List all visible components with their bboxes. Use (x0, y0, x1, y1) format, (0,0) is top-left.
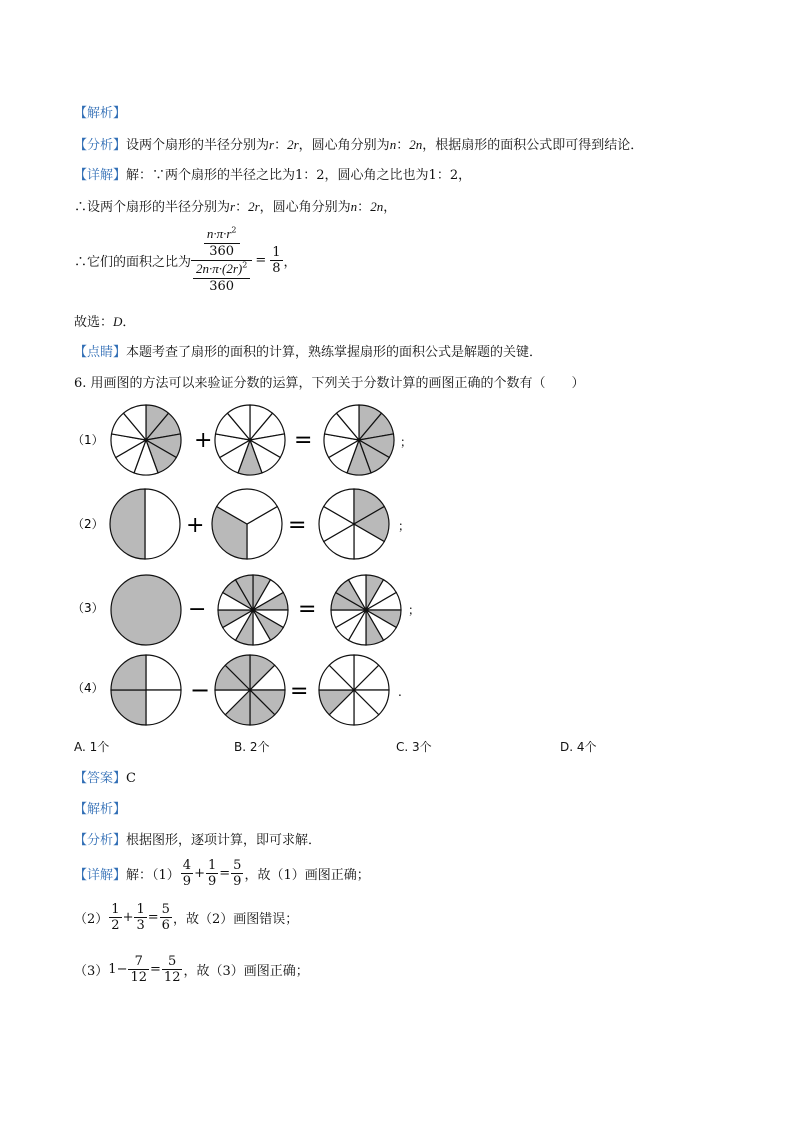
d1-a-num: 4 (182, 858, 192, 873)
d2-a-den: 2 (111, 918, 120, 933)
d1-c-den: 9 (233, 874, 242, 889)
q5-xiangjie-text: 解：∵两个扇形的半径之比为1：2，圆心角之比也为1：2， (126, 168, 472, 183)
d2-b-num: 1 (136, 902, 145, 917)
q6-figure (72, 400, 432, 730)
q5-fenxi-sep1: ： (274, 138, 288, 153)
d2-frac-b (134, 902, 146, 933)
row1-pie-a (111, 405, 181, 475)
q5-dianjing-text: 本题考查了扇形的面积的计算，熟练掌握扇形的面积公式是解题的关键． (126, 345, 543, 360)
r4a-sector-1 (146, 690, 181, 725)
q6-stem: 6. 用画图的方法可以来验证分数的运算，下列关于分数计算的画图正确的个数有（ ） (74, 376, 585, 391)
q5-line2-sep2: ： (357, 200, 371, 215)
row4-pie-b (215, 655, 285, 725)
q5-line2-b: ，圆心角分别为 (259, 200, 351, 215)
row3-end: ； (408, 603, 421, 617)
r4a-sector-0 (146, 655, 181, 690)
d3-minus: − (116, 962, 128, 977)
row4-pie-a (111, 655, 181, 725)
d3-label: （3） (74, 964, 109, 979)
q5-fenxi-b: ，圆心角分别为 (298, 138, 390, 153)
q5-line2-2r: 2r (248, 199, 260, 214)
d1-c-num: 5 (233, 858, 242, 873)
row3-op: − (188, 597, 207, 622)
q5-line2-c: ， (383, 200, 397, 215)
q5-choice-value: D (113, 314, 123, 329)
q6-answer-label: 【答案】 (74, 771, 127, 786)
d2-text: ，故（2）画图错误； (172, 912, 299, 927)
q5-fenxi-n: n (389, 137, 397, 152)
d1-text: ，故（1）画图正确； (244, 868, 370, 883)
q5-choice-label: 故选： (74, 315, 114, 330)
q5-fenxi-sep2: ： (396, 138, 410, 153)
q5-ratio-result-num: 1 (272, 245, 281, 260)
q5-ratio-prefix: ∴它们的面积之比为 (74, 255, 192, 270)
q6-analysis-heading: 【解析】 (74, 802, 127, 817)
d1-a-den: 9 (182, 874, 192, 889)
q6-detail-2 (74, 902, 298, 933)
row4-pie-c (319, 655, 389, 725)
q5-ratio-top-exp: 2 (231, 225, 237, 235)
q5-fenxi-label: 【分析】 (74, 138, 127, 153)
q5-ratio-top-inner (204, 226, 240, 260)
r4a-sector-3 (111, 655, 146, 690)
row1-label: （1） (72, 433, 104, 447)
row1-op: + (194, 428, 213, 453)
q5-line2-sep1: ： (235, 200, 249, 215)
row1-pie-b (215, 405, 285, 475)
d3-frac-b (128, 954, 149, 985)
row2-eq: = (288, 513, 307, 538)
d3-frac-c (162, 954, 183, 985)
d2-c-den: 6 (161, 918, 170, 933)
d2-frac-c (160, 902, 172, 933)
d2-eq: = (147, 910, 159, 925)
q5-ratio-suffix: ， (283, 255, 297, 270)
d3-c-den: 12 (163, 970, 181, 985)
row3-pie-b (218, 575, 288, 645)
row2-op: + (186, 513, 205, 538)
d3-b-num: 7 (128, 954, 149, 970)
q5-xiangjie-label: 【详解】 (74, 168, 127, 183)
d3-text: ，故（3）画图正确； (183, 964, 309, 979)
option-d: D. 4个 (560, 740, 597, 754)
row3-eq: = (298, 597, 317, 622)
q6-xiangjie-intro: 解：（1） (126, 868, 180, 883)
q5-dianjing-line (74, 344, 542, 362)
q6-fenxi-line (74, 832, 321, 850)
q5-xiangjie-line (74, 167, 471, 185)
d2-a-num: 1 (111, 902, 120, 917)
d1-frac-b (206, 858, 218, 889)
row3-pie-a (111, 575, 181, 645)
q5-ratio-bot-num: 2n·π·(2r) (196, 261, 243, 276)
option-b: B. 2个 (234, 740, 270, 754)
q6-answer-value: C (126, 771, 136, 786)
row2-pie-a (110, 489, 180, 559)
r2a-sector-0 (145, 489, 180, 559)
r4a-sector-2 (111, 690, 146, 725)
q5-ratio-bot-den: 360 (209, 279, 235, 294)
q5-choice-end: ． (122, 315, 136, 330)
row3-pie-c (331, 575, 401, 645)
d1-b-num: 1 (207, 858, 217, 873)
row2-end: ； (398, 519, 411, 533)
d1-frac-a (181, 858, 193, 889)
q5-line2-n: n (350, 199, 358, 214)
q5-ratio-equals: = (255, 253, 267, 268)
row2-pie-c (319, 489, 389, 559)
q5-ratio-bot-inner (193, 261, 250, 295)
q5-fenxi-c: ，根据扇形的面积公式即可得到结论． (422, 138, 644, 153)
d1-frac-c (231, 858, 243, 889)
q5-line2-r: r (230, 199, 236, 214)
q5-choice-line (74, 313, 135, 332)
row1-pie-c (324, 405, 394, 475)
d2-frac-a (109, 902, 121, 933)
q5-fenxi-2r: 2r (287, 137, 299, 152)
q5-ratio-bot-exp: 2 (242, 260, 248, 270)
q6-detail-1 (74, 858, 370, 889)
row2-pie-b (212, 489, 282, 559)
top-analysis-heading: 【解析】 (74, 106, 127, 121)
row2-label: （2） (72, 517, 104, 531)
d2-b-den: 3 (136, 918, 145, 933)
d1-b-den: 9 (207, 874, 217, 889)
row1-end: ； (400, 435, 413, 449)
row4-eq: = (290, 679, 309, 704)
q5-line2-2n: 2n (370, 199, 384, 214)
r2a-sector-1 (110, 489, 145, 559)
d3-c-num: 5 (162, 954, 183, 970)
row4-op: − (190, 676, 211, 704)
row4-label: （4） (72, 681, 104, 695)
d2-plus: + (122, 910, 134, 925)
q5-ratio-top-num: n·π·r (206, 226, 232, 241)
r3a-sector-0 (111, 575, 181, 645)
d2-c-num: 5 (161, 902, 170, 917)
q5-fenxi-line (74, 136, 643, 155)
d1-eq: = (219, 866, 231, 881)
row3-label: （3） (72, 601, 104, 615)
q5-ratio-bottom (191, 261, 252, 295)
row4-end: . (398, 685, 402, 699)
q6-answer-line (74, 770, 136, 788)
row1-eq: = (294, 428, 313, 453)
q5-fenxi-2n: 2n (409, 137, 423, 152)
option-a: A. 1个 (74, 740, 110, 754)
q5-ratio-fraction (191, 226, 252, 295)
q6-fenxi-text: 根据图形，逐项计算，即可求解． (126, 833, 322, 848)
option-c: C. 3个 (396, 740, 432, 754)
q6-detail-3 (74, 954, 309, 985)
q5-line2-a: ∴设两个扇形的半径分别为 (74, 200, 231, 215)
q5-ratio-top (191, 226, 252, 261)
d1-plus: + (194, 866, 205, 881)
q5-ratio-result-den: 8 (272, 261, 281, 276)
d3-one: 1 (108, 962, 117, 977)
q5-line2 (74, 198, 396, 217)
d3-b-den: 12 (130, 970, 148, 985)
q6-fenxi-label: 【分析】 (74, 833, 127, 848)
q5-fenxi-a: 设两个扇形的半径分别为 (126, 138, 270, 153)
d2-label: （2） (74, 912, 109, 927)
q6-xiangjie-label: 【详解】 (74, 868, 127, 883)
q5-dianjing-label: 【点睛】 (74, 345, 127, 360)
q5-ratio-top-den: 360 (209, 244, 235, 259)
d3-eq: = (150, 962, 161, 977)
q5-fenxi-r: r (269, 137, 275, 152)
q5-ratio-line (74, 226, 297, 295)
q5-ratio-result (270, 245, 282, 276)
